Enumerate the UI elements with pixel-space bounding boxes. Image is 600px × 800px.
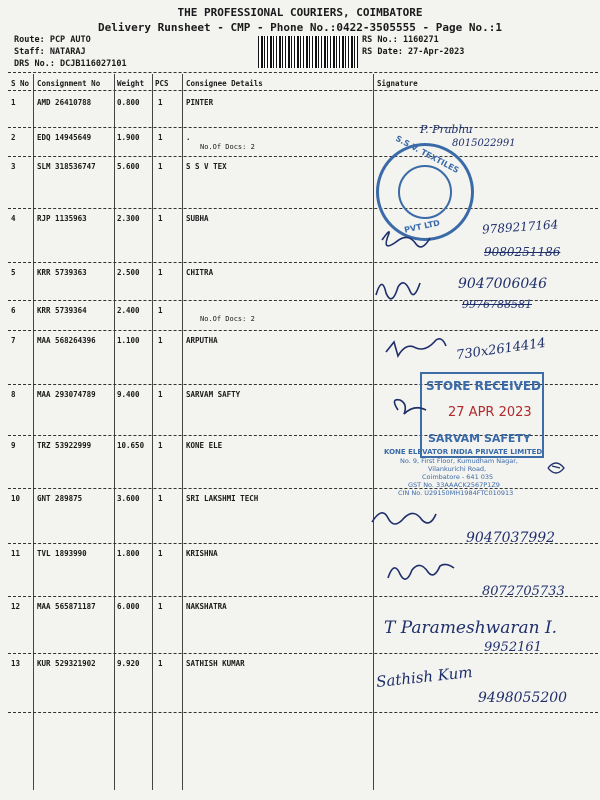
page-subtitle: Delivery Runsheet - CMP - Phone No.:0422-3505555 - Page No.:1	[98, 21, 502, 34]
row-pcs: 1	[158, 162, 163, 171]
row-consignment: KUR 529321902	[37, 659, 96, 668]
row-consignee: S S V TEX	[186, 162, 227, 171]
row-consignee: PINTER	[186, 98, 214, 107]
row-consignee: .	[186, 133, 191, 142]
row-consignment: GNT 289875	[37, 494, 83, 503]
row-consignment: KRR 5739363	[37, 268, 87, 277]
row-consignment: RJP 1135963	[37, 214, 87, 223]
store-stamp-title: STORE RECEIVED	[426, 379, 541, 393]
row-consignee: SUBHA	[186, 214, 209, 223]
col-header-signature: Signature	[377, 79, 418, 88]
page-title: THE PROFESSIONAL COURIERS, COIMBATORE	[177, 6, 423, 19]
store-stamp-company: SARVAM SAFETY	[428, 432, 531, 445]
row-consignment: AMD 26410788	[37, 98, 92, 107]
row11-phone: 8072705733	[482, 584, 565, 599]
row-pcs: 1	[158, 390, 163, 399]
row-consignment: MAA 568264396	[37, 336, 96, 345]
row5-signature-scribble	[376, 283, 420, 299]
row-pcs: 1	[158, 494, 163, 503]
row-sno: 13	[11, 659, 21, 668]
row7-phone: 730x2614414	[455, 335, 547, 364]
row-pcs: 1	[158, 214, 163, 223]
rs-number: RS No.: 1160271	[362, 35, 439, 45]
row-sno: 6	[11, 306, 16, 315]
row-weight: 1.900	[117, 133, 140, 142]
row-weight: 2.400	[117, 306, 140, 315]
row7-signature-scribble	[386, 339, 446, 356]
row-weight: 1.800	[117, 549, 140, 558]
row10-phone: 9047037992	[466, 530, 556, 546]
row-pcs: 1	[158, 98, 163, 107]
row-sno: 3	[11, 162, 16, 171]
staff-label: Staff: NATARAJ	[14, 47, 86, 57]
row4-signature-scribble	[382, 232, 430, 247]
col-header-pcs: PCS	[155, 79, 169, 88]
rs-date: RS Date: 27-Apr-2023	[362, 47, 465, 57]
row10-signature-scribble	[372, 513, 436, 524]
row5-phone-struck: 9976788581	[462, 298, 532, 311]
row-sno: 11	[11, 549, 21, 558]
row-weight: 2.500	[117, 268, 140, 277]
row-weight: 5.600	[117, 162, 140, 171]
kone-stamp-name: KONE ELEVATOR INDIA PRIVATE LIMITED	[384, 448, 543, 456]
row12-signature-name: T Parameshwaran I.	[384, 618, 558, 638]
row-sno: 4	[11, 214, 16, 223]
row-consignment: MAA 565871187	[37, 602, 96, 611]
row9-signature-scribble	[548, 463, 564, 473]
route-label: Route: PCP AUTO	[14, 35, 91, 45]
row-weight: 3.600	[117, 494, 140, 503]
row-consignee: KONE ELE	[186, 441, 223, 450]
row4-phone-struck: 9080251186	[484, 245, 561, 259]
row12-phone: 9952161	[484, 640, 542, 655]
row-weight: 10.650	[117, 441, 145, 450]
row-sno: 2	[11, 133, 16, 142]
row-pcs: 1	[158, 133, 163, 142]
row-consignee: SRI LAKSHMI TECH	[186, 494, 259, 503]
col-header-weight: Weight	[117, 79, 145, 88]
textiles-stamp-bottom: PVT LTD	[403, 218, 441, 235]
row-weight: 9.920	[117, 659, 140, 668]
row-weight: 0.800	[117, 98, 140, 107]
row4-phone: 9789217164	[481, 217, 559, 237]
row-sno: 8	[11, 390, 16, 399]
store-stamp-date: 27 APR 2023	[448, 405, 532, 420]
row-sno: 7	[11, 336, 16, 345]
col-header-consignment: Consignment No	[37, 79, 101, 88]
row-consignee: ARPUTHA	[186, 336, 218, 345]
row-consignment: TRZ 53922999	[37, 441, 92, 450]
row-weight: 2.300	[117, 214, 140, 223]
row-weight: 9.400	[117, 390, 140, 399]
row-consignee: NAKSHATRA	[186, 602, 227, 611]
row-weight: 6.000	[117, 602, 140, 611]
row-consignment: KRR 5739364	[37, 306, 87, 315]
row-docs: No.Of Docs: 2	[200, 143, 255, 151]
row-pcs: 1	[158, 336, 163, 345]
kone-stamp-gst: GST No. 33AAACK2567P1Z9	[408, 481, 500, 489]
row-docs: No.Of Docs: 2	[200, 315, 255, 323]
kone-stamp-addr1: No. 9, First Floor, Kumudham Nagar,	[400, 457, 519, 465]
row-sno: 9	[11, 441, 16, 450]
row-sno: 12	[11, 602, 21, 611]
row1-signature-name: P. Prabhu	[420, 123, 473, 136]
row-consignment: MAA 293074789	[37, 390, 96, 399]
row-pcs: 1	[158, 441, 163, 450]
kone-stamp-addr3: Coimbatore - 641 035	[422, 473, 494, 481]
row-sno: 1	[11, 98, 16, 107]
row5-phone: 9047006046	[458, 276, 548, 292]
row-consignee: SATHISH KUMAR	[186, 659, 245, 668]
row-consignment: TVL 1893990	[37, 549, 87, 558]
row-pcs: 1	[158, 602, 163, 611]
row-sno: 5	[11, 268, 16, 277]
col-header-consignee: Consignee Details	[186, 79, 263, 88]
row1-phone: 8015022991	[452, 138, 516, 149]
row-consignee: CHITRA	[186, 268, 214, 277]
row-pcs: 1	[158, 268, 163, 277]
row-consignment: EDQ 14945649	[37, 133, 92, 142]
row-consignment: SLM 318536747	[37, 162, 96, 171]
row-pcs: 1	[158, 659, 163, 668]
drs-label: DRS No.: DCJB116027101	[14, 59, 127, 69]
col-header-sno: S No	[11, 79, 30, 88]
row-weight: 1.100	[117, 336, 140, 345]
row-sno: 10	[11, 494, 21, 503]
row-pcs: 1	[158, 306, 163, 315]
row-consignee: KRISHNA	[186, 549, 218, 558]
row8-signature-scribble	[394, 400, 426, 414]
row13-signature: Sathish Kum	[375, 663, 474, 691]
textiles-stamp-text: S.S.V. TEXTILES	[394, 133, 461, 176]
row-consignee: SARVAM SAFTY	[186, 390, 241, 399]
row-pcs: 1	[158, 549, 163, 558]
kone-stamp-addr2: Vilankurichi Road,	[428, 465, 487, 473]
row13-phone: 9498055200	[478, 690, 568, 706]
kone-stamp-cin: CIN No. U29150MH1984FTC010913	[398, 489, 514, 497]
row11-signature-scribble	[388, 564, 454, 579]
